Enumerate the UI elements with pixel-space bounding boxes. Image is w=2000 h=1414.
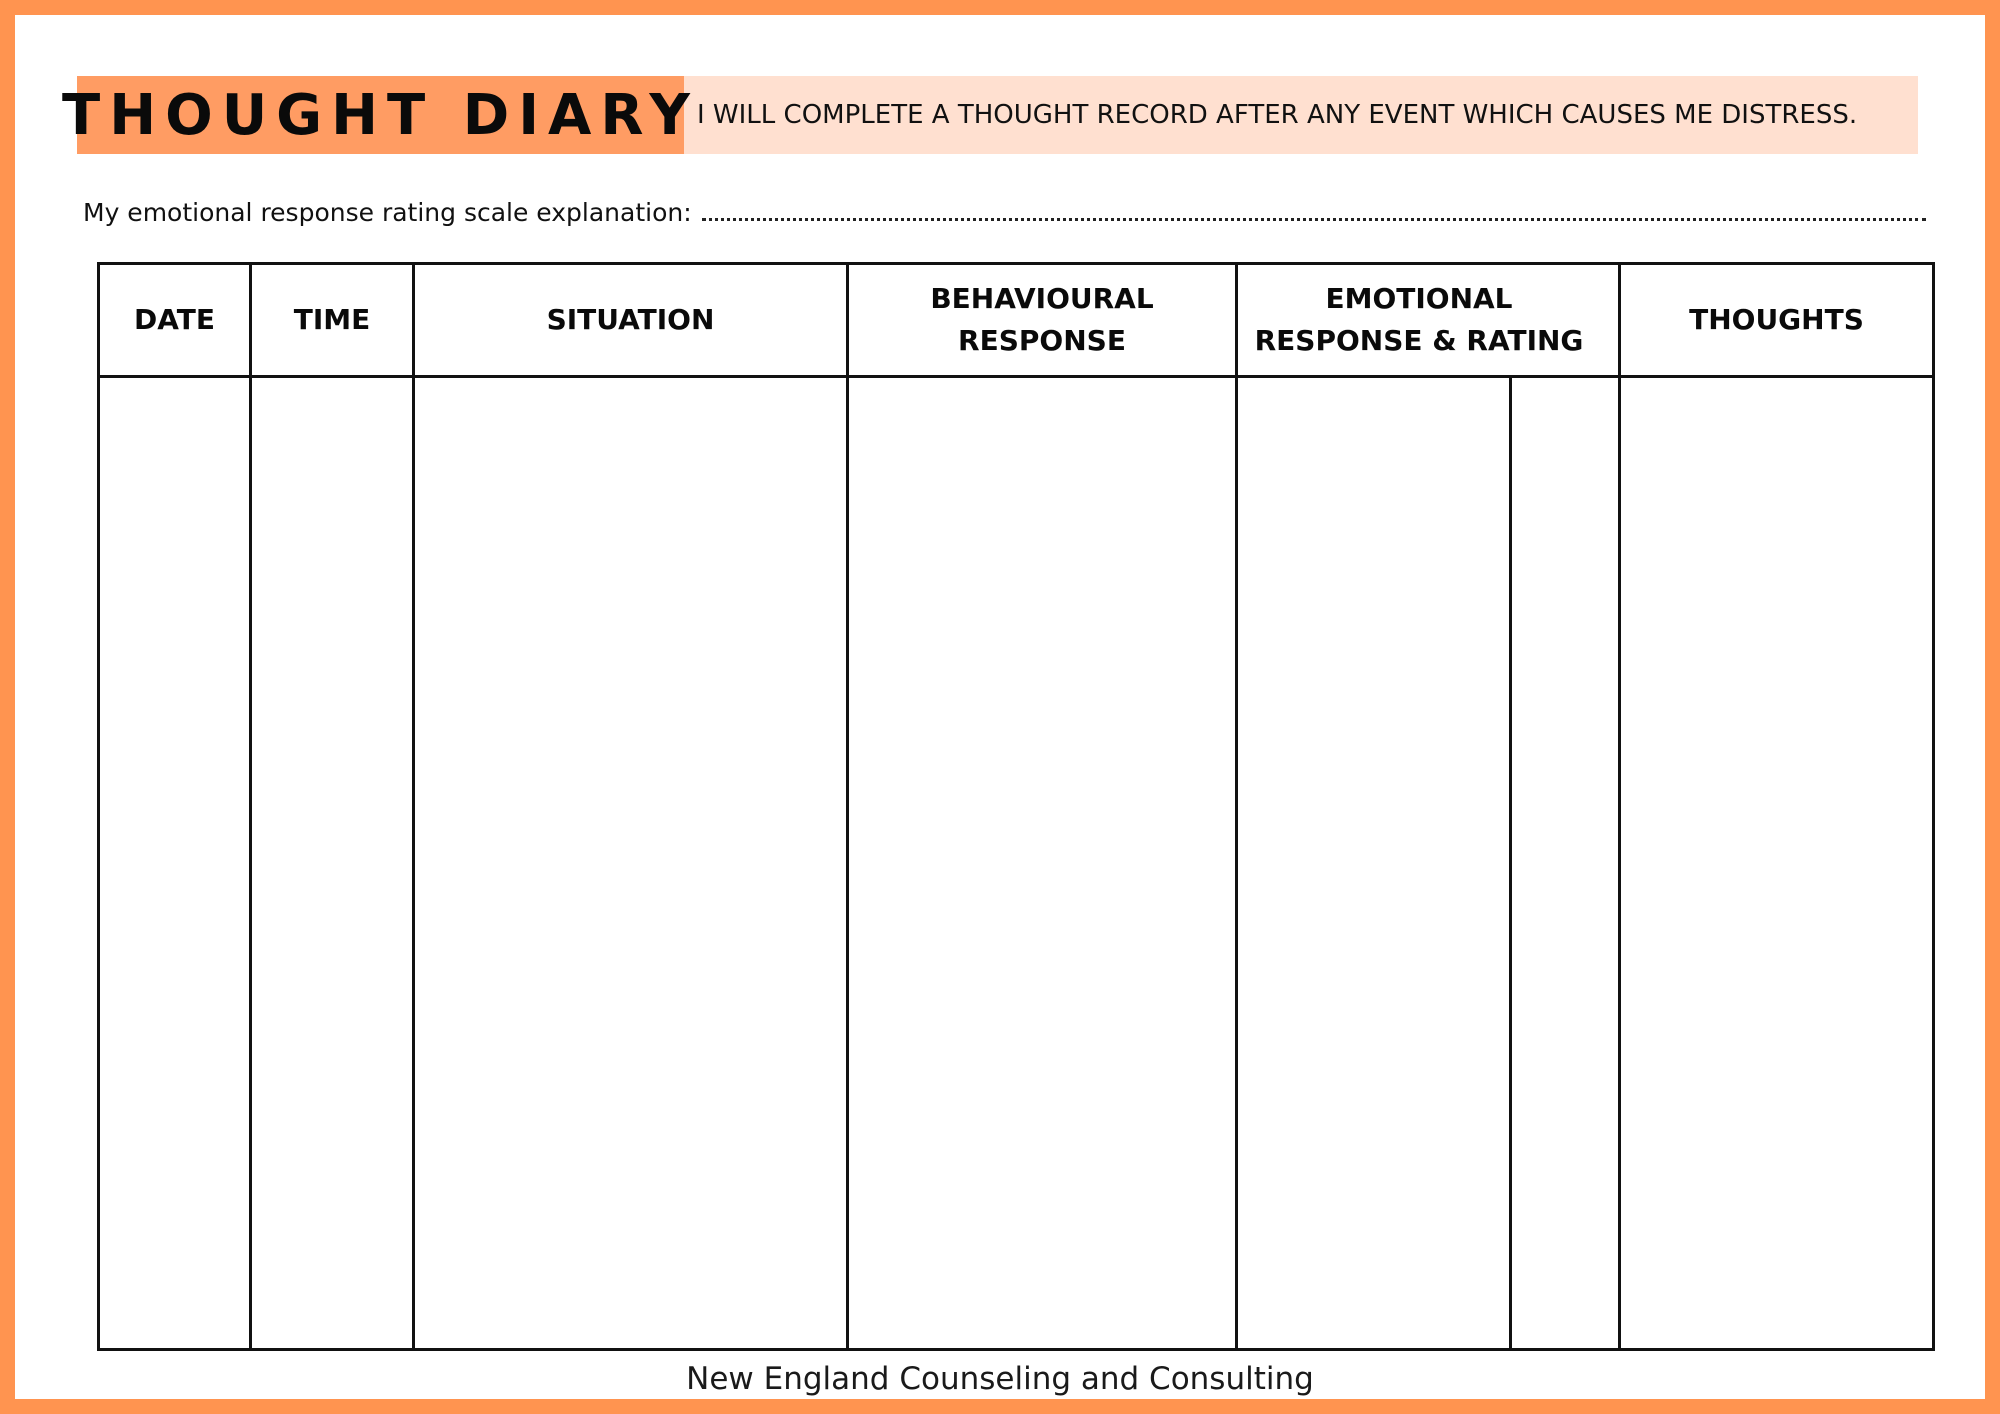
column-header-thoughts: THOUGHTS — [1620, 264, 1934, 377]
column-header-date: DATE — [99, 264, 251, 377]
emotional-response-cell[interactable] — [1237, 377, 1511, 1350]
page-title: THOUGHT DIARY — [62, 82, 699, 148]
situation-cell[interactable] — [414, 377, 848, 1350]
emotional-rating-cell[interactable] — [1511, 377, 1620, 1350]
commitment-statement: I WILL COMPLETE A THOUGHT RECORD AFTER ANY EVENT WHICH CAUSES ME DISTRESS. — [697, 100, 1858, 130]
title-box — [62, 76, 699, 154]
table-row — [99, 377, 1934, 1350]
rating-scale-label: My emotional response rating scale explanation: — [83, 198, 692, 227]
column-header-emotional-response — [1237, 264, 1620, 377]
thoughts-cell[interactable] — [1620, 377, 1934, 1350]
thought-diary-table — [97, 262, 1935, 1351]
rating-scale-row — [83, 187, 1926, 227]
column-header-time: TIME — [251, 264, 414, 377]
table-header-row — [99, 264, 1934, 377]
rating-scale-fill-line[interactable] — [702, 218, 1926, 221]
header-banner — [62, 76, 1918, 154]
column-header-behavioural-response: BEHAVIOURAL RESPONSE — [848, 264, 1237, 377]
date-cell[interactable] — [99, 377, 251, 1350]
footer-organization: New England Counseling and Consulting — [686, 1361, 1314, 1397]
behavioural-response-cell[interactable] — [848, 377, 1237, 1350]
column-header-emotional-response-label: EMOTIONAL RESPONSE & RATING — [1254, 282, 1584, 357]
time-cell[interactable] — [251, 377, 414, 1350]
column-header-situation: SITUATION — [414, 264, 848, 377]
